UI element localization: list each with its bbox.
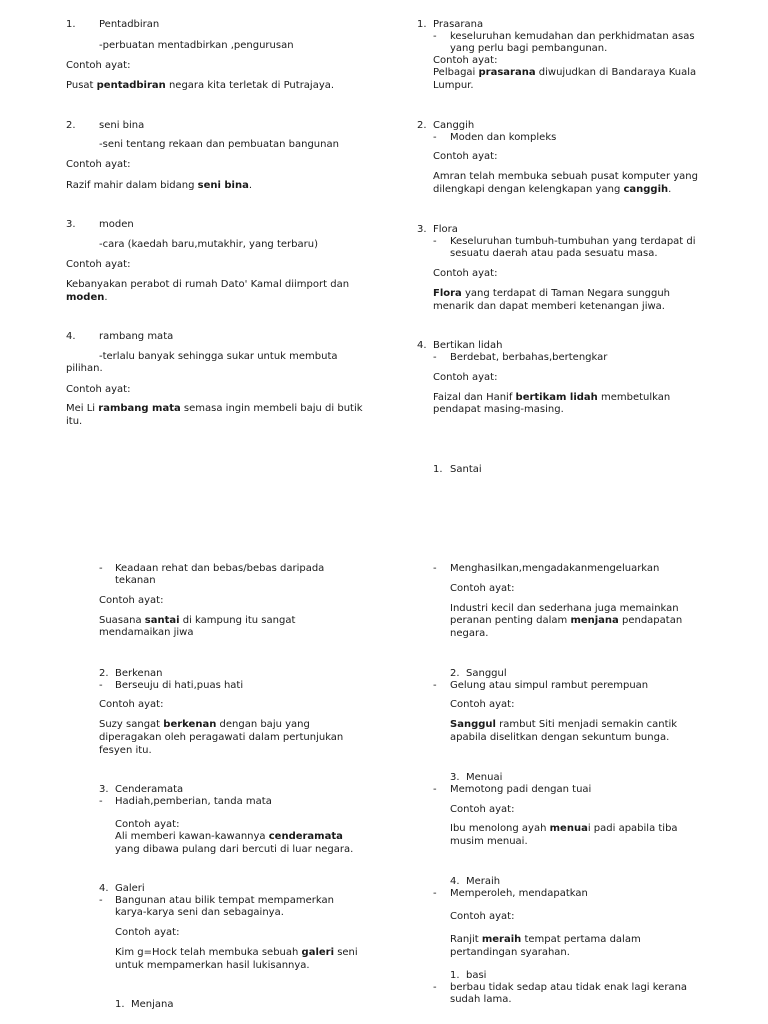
entry-term: Sanggul [466,668,507,679]
example-sentence: Faizal dan Hanif bertikam lidah membetulkan [433,392,671,403]
example-sentence: Ali memberi kawan-kawannya cenderamata [115,831,343,842]
example-sentence-cont: pendapat masing-masing. [433,404,564,415]
entry-term: Prasarana [433,19,484,30]
contoh-label: Contoh ayat: [99,699,164,710]
entry-term: basi [466,970,487,981]
entry-term: Menjana [131,999,174,1010]
contoh-label: Contoh ayat: [433,268,498,279]
example-sentence: Sanggul rambut Siti menjadi semakin cantik [450,719,678,730]
entry-number: 1. [115,999,125,1010]
entry-number: 4. [417,340,427,351]
entry-definition-cont: tekanan [115,575,156,586]
contoh-label: Contoh ayat: [433,151,498,162]
entry-term: Pentadbiran [99,19,160,30]
entry-term: Canggih [433,120,475,131]
entry-definition: Gelung atau simpul rambut perempuan [450,680,649,691]
entry-number: 4. [450,876,460,887]
entry-definition: Memperoleh, mendapatkan [450,888,588,899]
contoh-label: Contoh ayat: [450,699,515,710]
bullet-dash: - [433,982,437,993]
contoh-label: Contoh ayat: [66,60,131,71]
contoh-label: Contoh ayat: [66,259,131,270]
contoh-label: Contoh ayat: [433,372,498,383]
entry-number: 2. [66,120,76,131]
entry-definition: Berseuju di hati,puas hati [115,680,244,691]
example-sentence-cont: Lumpur. [433,80,474,91]
example-sentence-cont: itu. [66,416,83,427]
contoh-label: Contoh ayat: [450,911,515,922]
entry-definition: -terlalu banyak sehingga sukar untuk membuta [99,351,338,362]
entry-number: 1. [450,970,460,981]
entry-number: 1. [66,19,76,30]
example-sentence: Kebanyakan perabot di rumah Dato' Kamal diimport dan [66,279,350,290]
entry-term: rambang mata [99,331,174,342]
example-sentence: Industri kecil dan sederhana juga memainkan [450,603,679,614]
entry-number: 3. [99,784,109,795]
example-sentence-cont: yang dibawa pulang dari bercuti di luar negara. [115,844,354,855]
entry-definition: berbau tidak sedap atau tidak enak lagi kerana [450,982,688,993]
bullet-dash: - [433,563,437,574]
entry-term: Bertikan lidah [433,340,503,351]
entry-definition: Bangunan atau bilik tempat mempamerkan [115,895,334,906]
example-sentence: Suasana santai di kampung itu sangat [99,615,296,626]
entry-definition: Keseluruhan tumbuh-tumbuhan yang terdapat di [450,236,696,247]
entry-definition-cont: sudah lama. [450,994,512,1005]
entry-definition: -perbuatan mentadbirkan ,pengurusan [99,40,294,51]
example-sentence-cont: peranan penting dalam menjana pendapatan [450,615,683,626]
entry-term: Berkenan [115,668,163,679]
entry-definition: Memotong padi dengan tuai [450,784,592,795]
entry-term: Menuai [466,772,503,783]
entry-definition: Hadiah,pemberian, tanda mata [115,796,272,807]
entry-number: 4. [66,331,76,342]
entry-term: Meraih [466,876,501,887]
example-sentence-cont: fesyen itu. [99,745,152,756]
page-break [0,526,768,527]
example-sentence: Razif mahir dalam bidang seni bina. [66,180,253,191]
entry-number: 3. [66,219,76,230]
contoh-label: Contoh ayat: [115,927,180,938]
example-sentence-cont: moden. [66,292,108,303]
example-sentence-cont: untuk mempamerkan hasil lukisannya. [115,960,310,971]
entry-definition-cont: karya-karya seni dan sebagainya. [115,907,284,918]
entry-definition-cont: sesuatu daerah atau pada sesuatu masa. [450,248,658,259]
entry-number: 2. [417,120,427,131]
example-sentence-cont: negara. [450,628,489,639]
example-sentence: Ranjit meraih tempat pertama dalam [450,934,641,945]
contoh-label: Contoh ayat: [450,583,515,594]
example-sentence-cont: diperagakan oleh peragawati dalam pertunjukan [99,732,344,743]
example-sentence: Kim g=Hock telah membuka sebuah galeri seni [115,947,358,958]
bullet-dash: - [433,236,437,247]
entry-definition: -seni tentang rekaan dan pembuatan bangunan [99,139,339,150]
contoh-label: Contoh ayat: [433,55,498,66]
contoh-label: Contoh ayat: [450,804,515,815]
entry-number: 2. [99,668,109,679]
bullet-dash: - [433,31,437,42]
contoh-label: Contoh ayat: [115,819,180,830]
entry-number: 1. [417,19,427,30]
example-sentence-cont: pertandingan syarahan. [450,947,570,958]
example-sentence-cont: menarik dan dapat memberi ketenangan jiwa. [433,301,665,312]
entry-number: 3. [450,772,460,783]
contoh-label: Contoh ayat: [66,159,131,170]
bullet-dash: - [99,895,103,906]
entry-term: seni bina [99,120,145,131]
entry-definition: Keadaan rehat dan bebas/bebas daripada [115,563,325,574]
entry-definition-cont: yang perlu bagi pembangunan. [450,43,608,54]
entry-definition: Berdebat, berbahas,bertengkar [450,352,608,363]
bullet-dash: - [99,796,103,807]
entry-definition-cont: pilihan. [66,363,103,374]
entry-number: 1. [433,464,443,475]
entry-number: 3. [417,224,427,235]
bullet-dash: - [99,680,103,691]
entry-term: Santai [450,464,482,475]
bullet-dash: - [433,132,437,143]
entry-definition: keseluruhan kemudahan dan perkhidmatan asas [450,31,695,42]
entry-term: Flora [433,224,458,235]
bullet-dash: - [433,680,437,691]
contoh-label: Contoh ayat: [99,595,164,606]
example-sentence: Pelbagai prasarana diwujudkan di Bandaraya Kuala [433,67,697,78]
entry-term: moden [99,219,134,230]
example-sentence-cont: mendamaikan jiwa [99,627,194,638]
example-sentence: Flora yang terdapat di Taman Negara sungguh [433,288,671,299]
example-sentence: Pusat pentadbiran negara kita terletak di Putrajaya. [66,80,335,91]
entry-number: 4. [99,883,109,894]
entry-number: 2. [450,668,460,679]
example-sentence: Ibu menolong ayah menuai padi apabila tiba [450,823,678,834]
contoh-label: Contoh ayat: [66,384,131,395]
bullet-dash: - [433,352,437,363]
bullet-dash: - [99,563,103,574]
entry-term: Galeri [115,883,145,894]
entry-definition: Moden dan kompleks [450,132,557,143]
example-sentence: Mei Li rambang mata semasa ingin membeli baju di butik [66,403,363,414]
example-sentence: Amran telah membuka sebuah pusat komputer yang [433,171,698,182]
example-sentence-cont: apabila diselitkan dengan sekuntum bunga. [450,732,670,743]
example-sentence: Suzy sangat berkenan dengan baju yang [99,719,310,730]
bullet-dash: - [433,888,437,899]
bullet-dash: - [433,784,437,795]
entry-definition: -cara (kaedah baru,mutakhir, yang terbaru) [99,239,318,250]
example-sentence-cont: musim menuai. [450,836,528,847]
entry-definition: Menghasilkan,mengadakanmengeluarkan [450,563,660,574]
entry-term: Cenderamata [115,784,184,795]
example-sentence-cont: dilengkapi dengan kelengkapan yang canggih. [433,184,672,195]
